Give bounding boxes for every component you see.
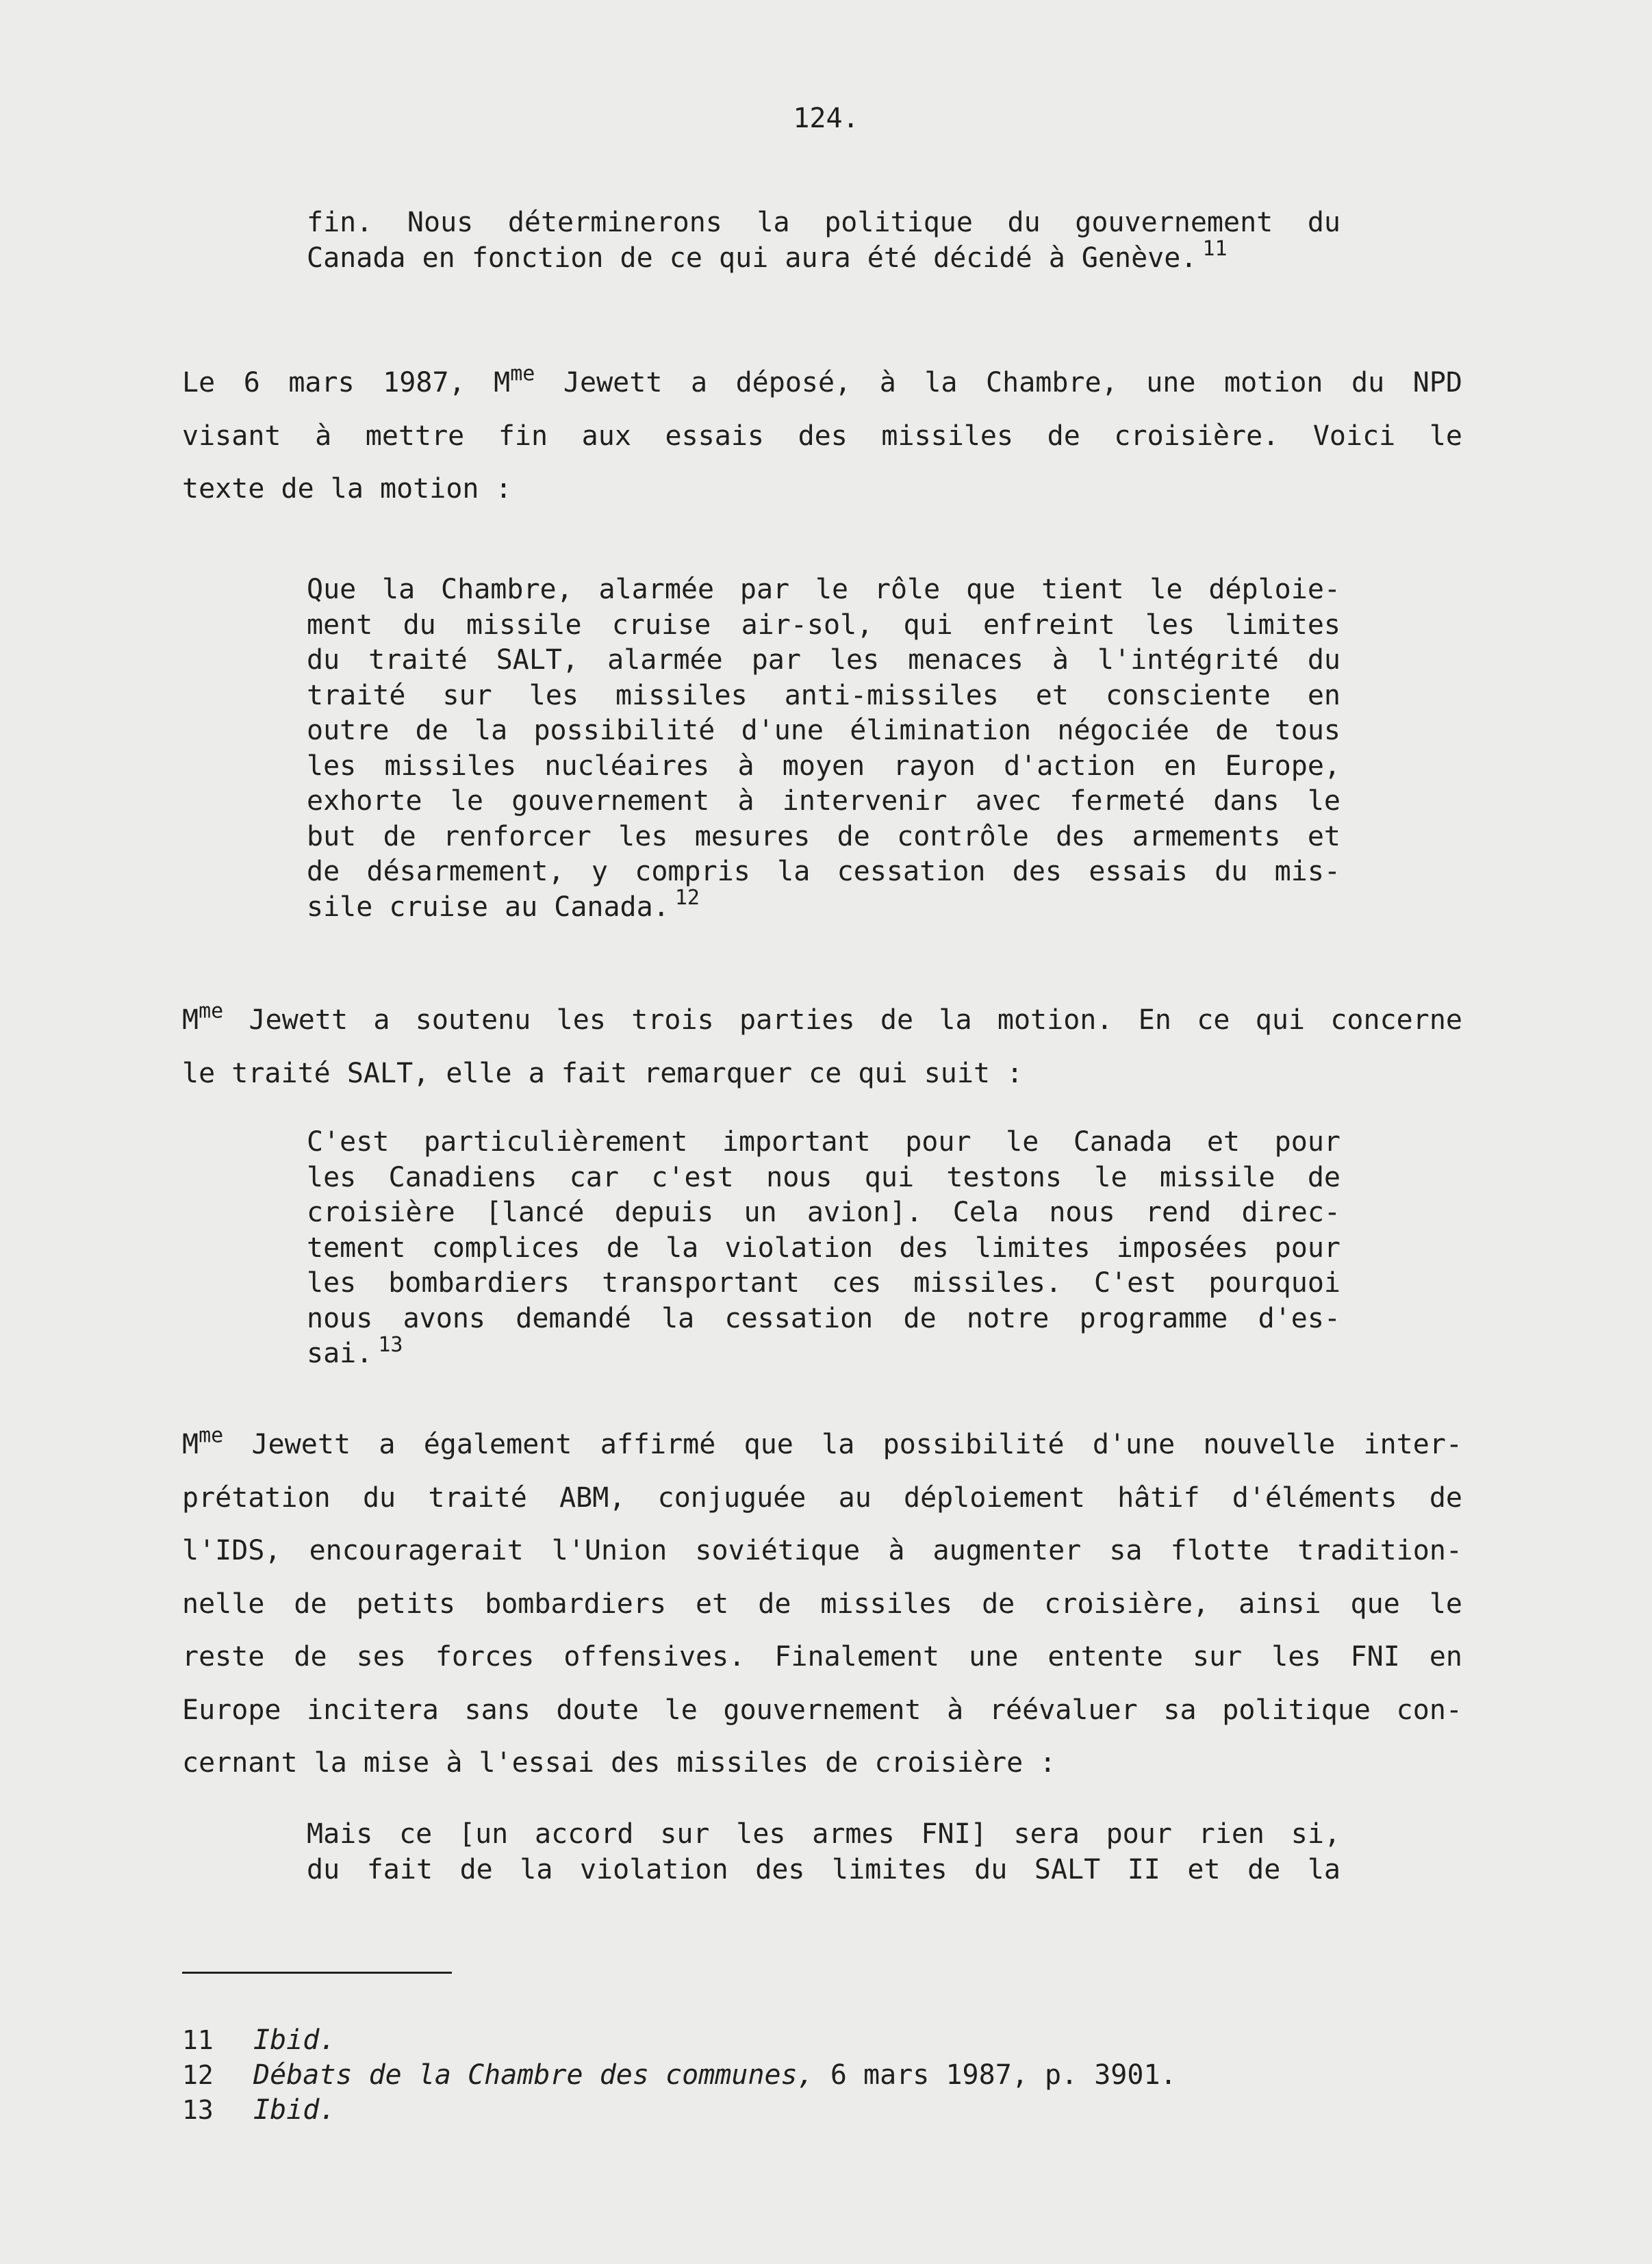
quote-line: fin. Nous déterminerons la politique du gouvernement du: [307, 207, 1340, 238]
footnote-number: 13: [182, 2095, 214, 2125]
quote-line: les missiles nucléaires à moyen rayon d'action en Europe,: [307, 750, 1340, 782]
quote-line: croisière [lancé depuis un avion]. Cela nous rend direc-: [307, 1197, 1340, 1228]
paragraph-line: cernant la mise à l'essai des missiles de croisière :: [182, 1747, 1056, 1779]
quote-line: Mais ce [un accord sur les armes FNI] sera pour rien si,: [307, 1818, 1340, 1850]
quote-line: but de renforcer les mesures de contrôle des armements et: [307, 820, 1340, 852]
footnote-ref: 12: [674, 886, 700, 910]
page-number: 124.: [793, 103, 859, 134]
footnote-number: 12: [182, 2060, 214, 2090]
footnote-separator: [182, 1972, 452, 1974]
paragraph-abm: [182, 1419, 1462, 1790]
quote-line: sai. $^{13}$: [307, 1332, 403, 1369]
quote-line: tement complices de la violation des limites imposées pour: [307, 1232, 1340, 1264]
footnote: [182, 2058, 1462, 2093]
quote-line: du fait de la violation des limites du SALT II et de la: [307, 1853, 1340, 1885]
quote-line: ment du missile cruise air-sol, qui enfreint les limites: [307, 609, 1340, 641]
paragraph-line: Le 6 mars 1987, $M^{me}$ Jewett a déposé, à la Chambre, une motion du NPD: [182, 361, 1462, 398]
footnote-ref: 11: [1202, 237, 1228, 261]
paragraph-line: nelle de petits bombardiers et de missiles de croisière, ainsi que le: [182, 1588, 1462, 1620]
paragraph-motion-intro: [182, 357, 1462, 516]
footnote-text: Ibid.: [253, 2094, 336, 2126]
quote-line: sile cruise au Canada. $^{12}$: [307, 886, 700, 923]
footnote-text: Ibid.: [253, 2024, 336, 2056]
paragraph-salt: [182, 994, 1462, 1100]
paragraph-line: visant à mettre fin aux essais des missiles de croisière. Voici le: [182, 420, 1462, 452]
footnotes: [182, 2023, 1462, 2128]
paragraph-line: prétation du traité ABM, conjuguée au déploiement hâtif d'éléments de: [182, 1481, 1462, 1514]
footnote-number: 11: [182, 2025, 214, 2055]
quote-line: outre de la possibilité d'une élimination négociée de tous: [307, 715, 1340, 746]
block-quote-canada: [307, 1125, 1340, 1372]
quote-line: C'est particulièrement important pour le Canada et pour: [307, 1126, 1340, 1158]
quote-line: nous avons demandé la cessation de notre programme d'es-: [307, 1302, 1340, 1334]
block-quote-fni: [307, 1817, 1340, 1887]
block-quote-geneve: [307, 205, 1340, 276]
quote-line: Que la Chambre, alarmée par le rôle que tient le déploie-: [307, 574, 1340, 605]
footnote-text: Débats de la Chambre des communes,: [253, 2059, 814, 2091]
footnote-citation: 6 mars 1987, p. 3901.: [813, 2059, 1177, 2091]
paragraph-line: $M^{me}$ Jewett a soutenu les trois parties de la motion. En ce qui concerne: [182, 999, 1462, 1036]
paragraph-line: l'IDS, encouragerait l'Union soviétique à augmenter sa flotte tradition-: [182, 1535, 1462, 1566]
quote-line: Canada en fonction de ce qui aura été décidé à Genève. $^{11}$: [307, 237, 1228, 274]
block-quote-motion: [307, 572, 1340, 925]
footnote: [182, 2093, 1462, 2128]
paragraph-line: texte de la motion :: [182, 473, 512, 505]
quote-line: traité sur les missiles anti-missiles et consciente en: [307, 679, 1340, 711]
footnote: [182, 2023, 1462, 2058]
quote-line: les bombardiers transportant ces missiles. C'est pourquoi: [307, 1267, 1340, 1299]
paragraph-line: le traité SALT, elle a fait remarquer ce qui suit :: [182, 1057, 1024, 1089]
quote-line: de désarmement, y compris la cessation des essais du mis-: [307, 856, 1340, 887]
paragraph-line: Europe incitera sans doute le gouvernement à réévaluer sa politique con-: [182, 1694, 1462, 1726]
quote-line: les Canadiens car c'est nous qui testons le missile de: [307, 1161, 1340, 1193]
quote-line: du traité SALT, alarmée par les menaces à l'intégrité du: [307, 644, 1340, 676]
footnote-ref: 13: [378, 1332, 403, 1357]
quote-line: exhorte le gouvernement à intervenir avec fermeté dans le: [307, 785, 1340, 817]
paragraph-line: reste de ses forces offensives. Finalement une entente sur les FNI en: [182, 1641, 1462, 1672]
paragraph-line: $M^{me}$ Jewett a également affirmé que la possibilité d'une nouvelle inter-: [182, 1423, 1462, 1460]
